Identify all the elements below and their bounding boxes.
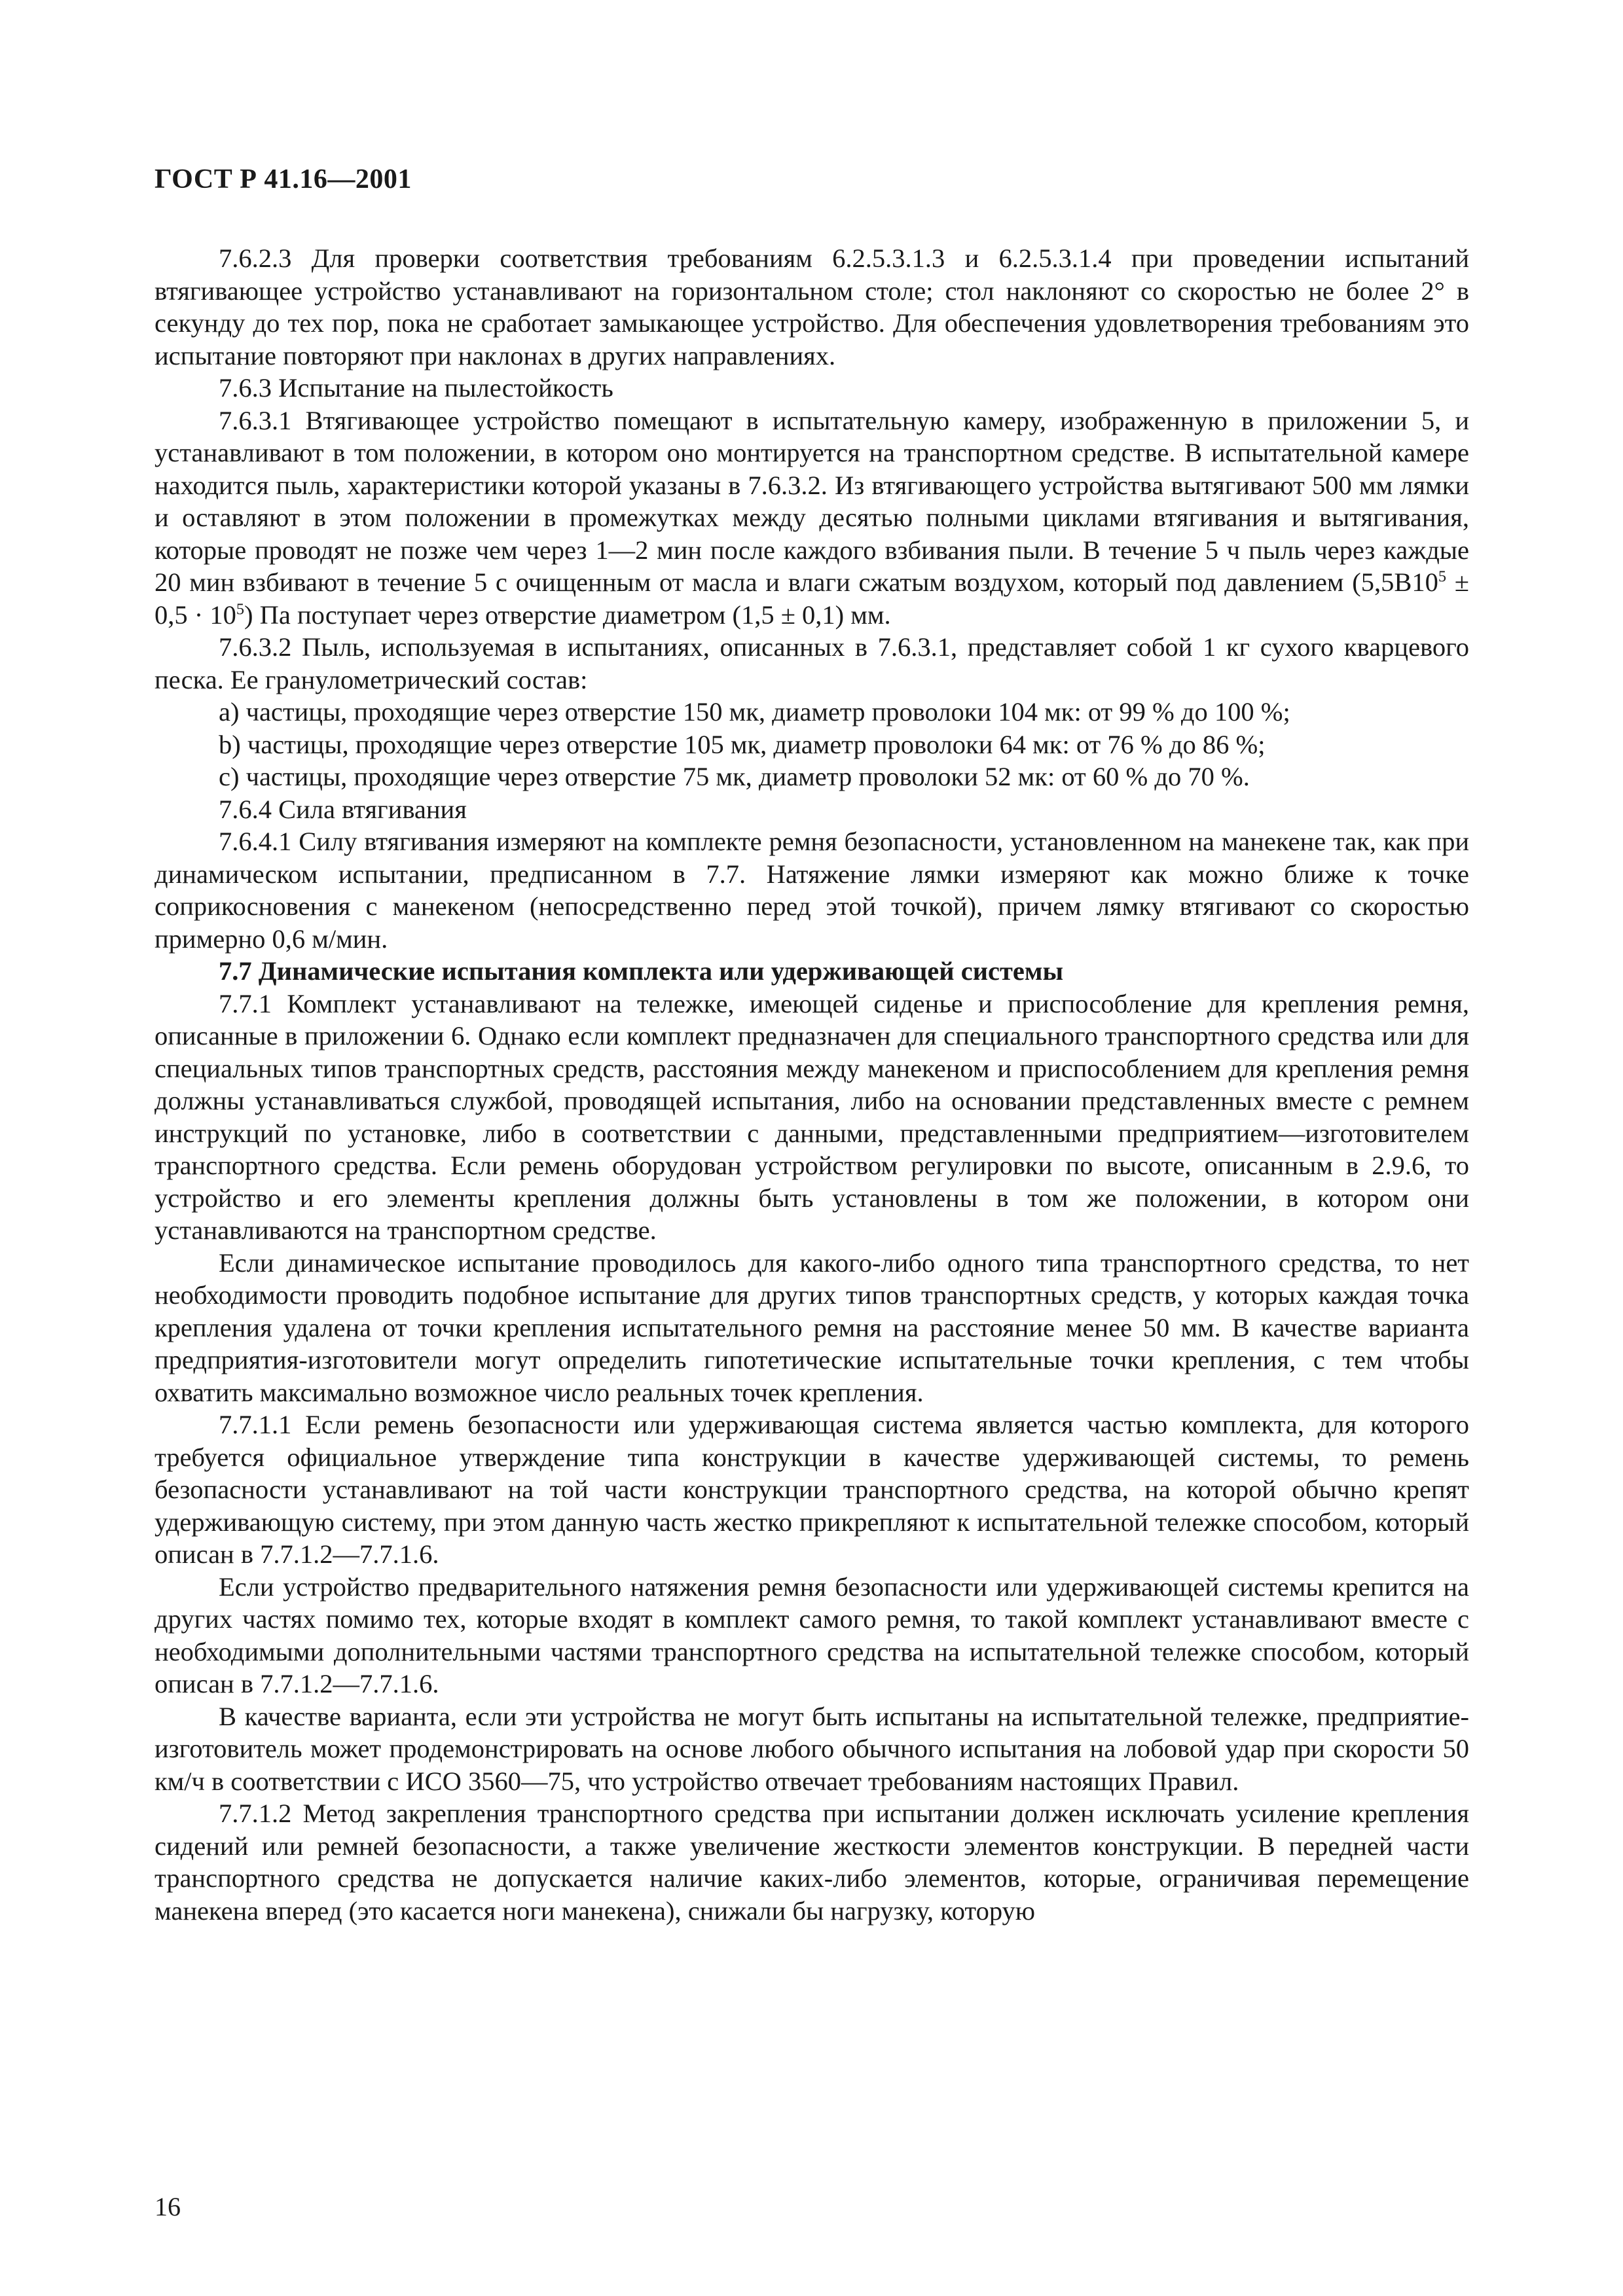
section-heading-7-7: 7.7 Динамические испытания комплекта или удерживающей системы	[219, 956, 1064, 986]
heading-7-6-3: 7.6.3 Испытание на пылестойкость	[219, 373, 613, 403]
list-item-c: c) частицы, проходящие через отверстие 75 мк, диаметр проволоки 52 мк: от 60 % до 70 %.	[219, 762, 1250, 791]
paragraph-7-7-1: 7.7.1 Комплект устанавливают на тележке, имеющей сиденье и приспособление для крепления ремня, описанные в приложении 6. Однако если комплект предназначен для специального транспортного средства или для специальных типов транспортных средств, расстояния между манекеном и приспособлением для крепления ремня должны устанавливаться службой, проводящей испытания, либо на основании представленных вместе с ремнем инструкций по установке, либо в соответствии с данными, представленными предприятием—изготовителем транспортного средства. Если ремень оборудован устройством регулировки по высоте, описанным в 2.9.6, то устройство и его элементы крепления должны быть установлены в том же положении, в котором они устанавливаются на транспортном средстве.	[155, 988, 1469, 1245]
paragraph-7-7-1-2: 7.7.1.2 Метод закрепления транспортного средства при испытании должен исключать усиление крепления сидений или ремней безопасности, а также увеличение жесткости элементов конструкции. В передней части транспортного средства не допускается наличие каких-либо элементов, которые, ограничивая перемещение манекена вперед (это касается ноги манекена), снижали бы нагрузку, которую	[155, 1799, 1469, 1926]
formula-exponent-2: 5	[236, 600, 245, 618]
page-number: 16	[155, 2192, 181, 2221]
paragraph-7-7-1-1: 7.7.1.1 Если ремень безопасности или удерживающая система является частью комплекта, для которого требуется официальное утверждение типа конструкции в качестве удерживающей системы, то ремень безопасности устанавливают на той части конструкции транспортного средства, на которой обычно крепят удерживающую систему, при этом данную часть жестко прикрепляют к испытательной тележке способом, который описан в 7.7.1.2—7.7.1.6.	[155, 1410, 1469, 1569]
paragraph-dynamic-test: Если динамическое испытание проводилось для какого-либо одного типа транспортного средства, то нет необходимости проводить подобное испытание для других типов транспортных средств, у которых каждая точка крепления удалена от точки крепления испытательного ремня на расстояние менее 50 мм. В качестве варианта предприятия-изготовители могут определить гипотетические испытательные точки крепления, с тем чтобы охватить максимально возможное число реальных точек крепления.	[155, 1247, 1469, 1407]
formula-exponent-1: 5	[1438, 567, 1447, 586]
document-header: ГОСТ Р 41.16—2001	[155, 164, 412, 194]
formula-middle: ± 0,5 · 10	[155, 567, 1470, 630]
paragraph-alternative: В качестве варианта, если эти устройства не могут быть испытаны на испытательной тележке, предприятие-изготовитель может продемонстрировать на основе любого обычного испытания на лобовой удар при скорости 50 км/ч в соответствии с ИСО 3560—75, что устройство отвечает требованиям настоящих Правил.	[155, 1701, 1469, 1796]
paragraph-7-6-4-1: 7.6.4.1 Силу втягивания измеряют на комплекте ремня безопасности, установленном на манекене так, как при динамическом испытании, предписанном в 7.7. Натяжение лямки измеряют как можно ближе к точке соприкосновения с манекеном (непосредственно перед этой точкой), причем лямку втягивают со скоростью примерно 0,6 м/мин.	[155, 827, 1469, 954]
paragraph-7-6-3-2: 7.6.3.2 Пыль, используемая в испытаниях, описанных в 7.6.3.1, представляет собой 1 кг сухого кварцевого песка. Ее гранулометрический состав:	[155, 632, 1469, 694]
paragraph-7-6-3-1-text: 7.6.3.1 Втягивающее устройство помещают в испытательную камеру, изображенную в приложении 5, и устанавливают в том положении, в котором оно монтируется на транспортном средстве. В испытательной камере находится пыль, характеристики которой указаны в 7.6.3.2. Из втягивающего устройства вытягивают 500 мм лямки и оставляют в этом положении в промежутках между десятью полными циклами втягивания и вытягивания, которые проводят не позже чем через 1—2 мин после каждого взбивания пыли. В течение 5 ч пыль через каждые 20 мин взбивают в течение 5 с очищенным от масла и влаги сжатым воздухом, который под давлением (5,5В10	[155, 405, 1469, 597]
heading-7-6-4: 7.6.4 Сила втягивания	[219, 794, 467, 824]
document-body	[155, 242, 1469, 1927]
list-item-a: а) частицы, проходящие через отверстие 150 мк, диаметр проволоки 104 мк: от 99 % до 100 %;	[219, 697, 1290, 726]
paragraph-7-6-2-3: 7.6.2.3 Для проверки соответствия требованиям 6.2.5.3.1.3 и 6.2.5.3.1.4 при проведении испытаний втягивающее устройство устанавливают на горизонтальном столе; стол наклоняют со скоростью не более 2° в секунду до тех пор, пока не сработает замыкающее устройство. Для обеспечения удовлетворения требованиям это испытание повторяют при наклонах в других направлениях.	[155, 243, 1469, 370]
list-item-b: b) частицы, проходящие через отверстие 105 мк, диаметр проволоки 64 мк: от 76 % до 86 %;	[219, 729, 1266, 759]
paragraph-7-6-3-1	[155, 404, 1469, 632]
paragraph-pretensioner: Если устройство предварительного натяжения ремня безопасности или удерживающей системы крепится на других частях помимо тех, которые входят в комплект самого ремня, то такой комплект устанавливают вместе с необходимыми дополнительными частями транспортного средства на испытательной тележке способом, который описан в 7.7.1.2—7.7.1.6.	[155, 1571, 1469, 1698]
formula-tail: ) Па поступает через отверстие диаметром (1,5 ± 0,1) мм.	[244, 600, 891, 630]
